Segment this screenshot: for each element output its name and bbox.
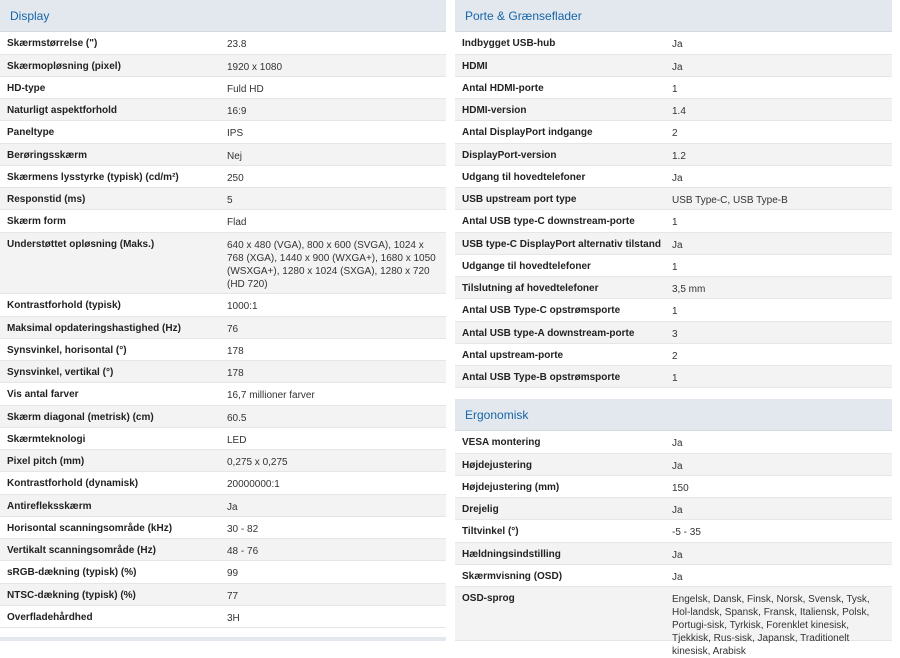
spec-value: 1 [672,373,678,384]
spec-label: Skærmteknologi [7,434,86,445]
spec-value: 99 [227,568,239,579]
spec-label: Berøringsskærm [7,150,88,161]
ergonomics-spec-table [455,431,892,657]
spec-value: -5 - 35 [672,527,701,538]
spec-row [0,233,446,294]
spec-label: Pixel pitch (mm) [7,456,85,467]
spec-label: HD-type [7,83,46,94]
spec-label: HDMI [462,61,488,72]
spec-row [455,299,892,322]
spec-label: Responstid (ms) [7,194,86,205]
spec-label: Kontrastforhold (typisk) [7,300,121,311]
spec-value: Fuld HD [227,84,264,95]
spec-row [455,99,892,121]
spec-row [455,431,892,454]
spec-row [0,495,446,517]
spec-label: Udgange til hovedtelefoner [462,261,591,272]
spec-row [455,55,892,77]
spec-label: VESA montering [462,437,541,448]
spec-label: Antal USB Type-C opstrømsporte [462,305,621,316]
spec-row [455,454,892,476]
spec-row [0,121,446,144]
spec-row [455,344,892,366]
spec-label: Synsvinkel, horisontal (°) [7,345,127,356]
spec-value: 2 [672,128,678,139]
spec-label: USB upstream port type [462,194,577,205]
spec-row [0,188,446,210]
spec-row [455,166,892,188]
spec-label: Horisontal scanningsområde (kHz) [7,523,173,534]
spec-label: Antal upstream-porte [462,350,564,361]
spec-row [455,188,892,210]
spec-label: Understøttet opløsning (Maks.) [7,239,155,250]
spec-value: 1 [672,306,678,317]
spec-value: Flad [227,217,247,228]
spec-value: 1.2 [672,151,686,162]
spec-row [0,144,446,166]
spec-label: Vertikalt scanningsområde (Hz) [7,545,156,556]
spec-value: Engelsk, Dansk, Finsk, Norsk, Svensk, Tysk, Hol-landsk, Spansk, Fransk, Italiensk, Polsk, Portugi-sisk, Tyrkisk, Forenklet kinesisk, Tjekkisk, Rus-sisk, Japansk, Traditionelt kinesisk, Arabisk [672,594,870,657]
spec-row [455,121,892,144]
ports-section-title: Porte & Grænseflader [455,0,892,32]
spec-label: Skærmens lysstyrke (typisk) (cd/m²) [7,172,179,183]
spec-value: 77 [227,591,239,602]
spec-label: OSD-sprog [462,593,515,604]
spec-row [0,606,446,628]
ports-section [455,0,892,388]
display-section-title: Display [0,0,446,32]
spec-row [455,32,892,55]
spec-value: 48 - 76 [227,546,259,557]
spec-label: Indbygget USB-hub [462,38,556,49]
spec-row [0,294,446,317]
spec-label: Antal USB Type-B opstrømsporte [462,372,621,383]
spec-value: Ja [672,505,683,516]
spec-label: Maksimal opdateringshastighed (Hz) [7,323,181,334]
spec-row [455,210,892,233]
spec-value: LED [227,435,247,446]
spec-row [0,472,446,495]
spec-label: USB type-C DisplayPort alternativ tilstand [462,239,661,250]
spec-row [0,584,446,606]
spec-value: 5 [227,195,233,206]
spec-value: 3H [227,613,240,624]
spec-value: 1920 x 1080 [227,62,283,73]
spec-row [455,277,892,299]
spec-label: NTSC-dækning (typisk) (%) [7,590,136,601]
spec-value: 1 [672,262,678,273]
spec-label: Naturligt aspektforhold [7,105,118,116]
spec-label: Overfladehårdhed [7,612,93,623]
spec-label: Skærmopløsning (pixel) [7,61,121,72]
display-section [0,0,446,628]
spec-label: Antal HDMI-porte [462,83,544,94]
spec-label: Skærmstørrelse (") [7,38,98,49]
spec-row [455,587,892,657]
spec-row [0,517,446,539]
spec-value: Ja [672,461,683,472]
spec-row [0,32,446,55]
spec-value: 2 [672,351,678,362]
spec-value: 60.5 [227,413,247,424]
spec-value: 1.4 [672,106,686,117]
spec-label: Tilslutning af hovedtelefoner [462,283,599,294]
ergonomics-section [455,399,892,657]
spec-row [0,361,446,383]
spec-value: 3,5 mm [672,284,706,295]
spec-row [0,428,446,450]
spec-label: Tiltvinkel (°) [462,526,519,537]
spec-value: 0,275 x 0,275 [227,457,288,468]
spec-label: Antal DisplayPort indgange [462,127,593,138]
spec-label: Kontrastforhold (dynamisk) [7,478,139,489]
spec-value: 150 [672,483,689,494]
ports-spec-table [455,32,892,388]
spec-label: Drejelig [462,504,499,515]
spec-row [455,543,892,565]
spec-value: IPS [227,128,244,139]
spec-label: Synsvinkel, vertikal (°) [7,367,114,378]
spec-row [0,99,446,121]
spec-value: Ja [672,240,683,251]
spec-row [455,144,892,166]
spec-value: USB Type-C, USB Type-B [672,195,788,206]
spec-row [455,498,892,520]
spec-row [455,366,892,388]
spec-label: Højdejustering [462,460,533,471]
spec-value: 30 - 82 [227,524,259,535]
spec-label: Skærm form [7,216,66,227]
spec-value: 178 [227,346,244,357]
spec-label: Antirefleksskærm [7,501,92,512]
spec-row [455,565,892,587]
spec-value: Ja [672,39,683,50]
display-spec-table [0,32,446,628]
spec-row [455,233,892,255]
spec-value: 23.8 [227,39,247,50]
spec-label: Antal USB type-C downstream-porte [462,216,635,227]
spec-value: 250 [227,173,244,184]
spec-row [0,539,446,561]
ergonomics-section-title: Ergonomisk [455,399,892,431]
spec-value: Ja [672,173,683,184]
spec-value: Ja [672,62,683,73]
spec-label: Antal USB type-A downstream-porte [462,328,635,339]
spec-row [0,166,446,188]
spec-label: Vis antal farver [7,389,79,400]
spec-label: Paneltype [7,127,55,138]
spec-row [0,339,446,361]
spec-label: HDMI-version [462,105,527,116]
spec-label: Skærmvisning (OSD) [462,571,563,582]
spec-value: Nej [227,151,243,162]
spec-value: 178 [227,368,244,379]
spec-label: sRGB-dækning (typisk) (%) [7,567,137,578]
spec-row [0,450,446,472]
spec-row [0,561,446,584]
next-section-header-edge [0,637,446,641]
spec-label: DisplayPort-version [462,150,557,161]
spec-value: 640 x 480 (VGA), 800 x 600 (SVGA), 1024 x 768 (XGA), 1440 x 900 (WXGA+), 1680 x 1050 (WSXGA+), 1280 x 1024 (SXGA), 1280 x 720 (HD 720) [227,240,436,290]
spec-row [455,476,892,498]
spec-value: Ja [672,572,683,583]
spec-value: 76 [227,324,239,335]
spec-value: 3 [672,329,678,340]
spec-value: 16,7 millioner farver [227,390,315,401]
spec-row [0,406,446,428]
spec-row [455,77,892,99]
spec-row [455,255,892,277]
spec-value: Ja [672,438,683,449]
spec-value: Ja [227,502,238,513]
spec-value: Ja [672,550,683,561]
spec-row [0,317,446,339]
spec-label: Udgang til hovedtelefoner [462,172,586,183]
spec-row [455,322,892,344]
spec-label: Højdejustering (mm) [462,482,560,493]
spec-row [0,77,446,99]
spec-row [0,210,446,233]
spec-row [0,55,446,77]
spec-row [455,520,892,543]
spec-value: 20000000:1 [227,479,280,490]
spec-row [0,383,446,406]
spec-value: 16:9 [227,106,247,117]
spec-label: Skærm diagonal (metrisk) (cm) [7,412,154,423]
spec-label: Hældningsindstilling [462,549,561,560]
spec-value: 1 [672,217,678,228]
spec-value: 1 [672,84,678,95]
spec-value: 1000:1 [227,301,258,312]
